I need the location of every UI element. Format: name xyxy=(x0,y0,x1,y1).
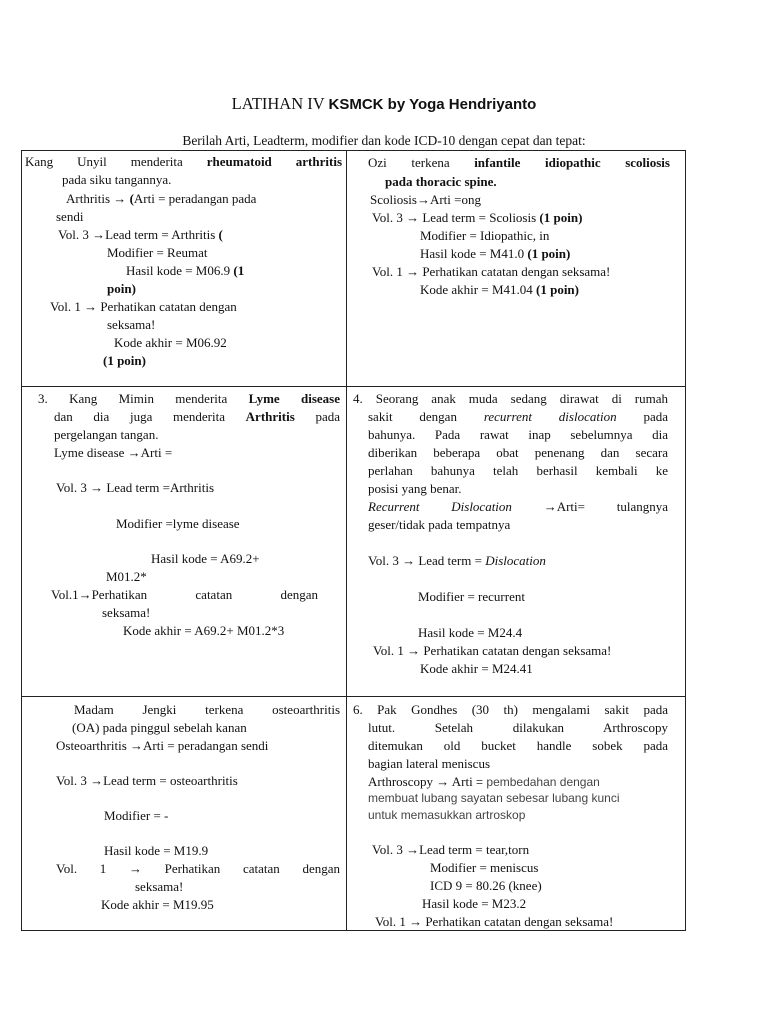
q1-line: sendi xyxy=(56,209,84,224)
q3-line: Kode akhir = A69.2+ M01.2*3 xyxy=(123,623,285,638)
q5-line: Madam Jengki terkena osteoarthritis xyxy=(74,702,340,717)
q5-line: (OA) pada pinggul sebelah kanan xyxy=(72,720,247,735)
q2-line: Modifier = Idiopathic, in xyxy=(420,228,550,243)
q4-line: Modifier = recurrent xyxy=(418,589,525,604)
q4-line: geser/tidak pada tempatnya xyxy=(368,517,511,532)
q3-line: 3. Kang Mimin menderita Lyme disease xyxy=(38,391,340,406)
q1-line: Kang Unyil menderita rheumatoid arthritis xyxy=(25,154,342,169)
q2-line: Ozi terkena infantile idiopathic scoliosis xyxy=(368,155,670,170)
q1-line: seksama! xyxy=(107,317,156,332)
q4-line: sakit dengan recurrent dislocation pada xyxy=(368,409,668,424)
question-3-cell xyxy=(22,387,347,697)
q4-line: diberikan beberapa obat penenang dan secara xyxy=(368,445,668,460)
q6-line: Hasil kode = M23.2 xyxy=(422,896,527,911)
instructions: Berilah Arti, Leadterm, modifier dan kode ICD-10 dengan cepat dan tepat: xyxy=(182,133,586,148)
q6-line: Vol. 1 → Perhatikan catatan dengan seksama! xyxy=(375,914,614,929)
exercise-table xyxy=(21,150,686,931)
q3-line: Lyme disease →Arti = xyxy=(54,445,173,460)
question-5-cell xyxy=(22,697,347,931)
q2-line: Kode akhir = M41.04 (1 poin) xyxy=(420,282,579,297)
q4-line: bahunya. Pada rawat inap sebelumnya dia xyxy=(368,427,668,442)
q1-line: Vol. 3 →Lead term = Arthritis ( xyxy=(58,227,223,242)
q1-line: Modifier = Reumat xyxy=(107,245,208,260)
q5-line: Modifier = - xyxy=(104,808,169,823)
q4-line: 4. Seorang anak muda sedang dirawat di rumah xyxy=(353,391,668,406)
q3-line: pergelangan tangan. xyxy=(54,427,159,442)
q1-line: (1 poin) xyxy=(103,353,146,368)
q1-line: pada siku tangannya. xyxy=(62,172,172,187)
q5-line: Vol. 3 →Lead term = osteoarthritis xyxy=(56,773,238,788)
q3-line: dan dia juga menderita Arthritis pada xyxy=(54,409,340,424)
q5-line: Kode akhir = M19.95 xyxy=(101,897,214,912)
q6-line: ditemukan old bucket handle sobek pada xyxy=(368,738,668,753)
q6-line: Arthroscopy → Arti = pembedahan dengan xyxy=(368,774,600,789)
title-author: KSMCK by Yoga Hendriyanto xyxy=(328,96,537,113)
q2-line: pada thoracic spine. xyxy=(385,174,497,189)
q4-line: Hasil kode = M24.4 xyxy=(418,625,523,640)
q6-line: bagian lateral meniscus xyxy=(368,756,491,771)
q3-line: Vol. 3 → Lead term =Arthritis xyxy=(56,480,215,495)
q3-line: Modifier =lyme disease xyxy=(116,516,240,531)
question-6-cell xyxy=(347,697,686,931)
q4-line: Recurrent Dislocation →Arti= tulangnya xyxy=(368,499,668,514)
q1-line: Vol. 1 → Perhatikan catatan dengan xyxy=(50,299,237,314)
q5-line: seksama! xyxy=(135,879,184,894)
q3-line: seksama! xyxy=(102,605,151,620)
q1-line: Arthritis → (Arti = peradangan pada xyxy=(66,191,257,206)
q6-line: Vol. 3 →Lead term = tear,torn xyxy=(372,842,530,857)
question-2-cell xyxy=(347,151,686,387)
q1-line: Hasil kode = M06.9 (1 xyxy=(126,263,245,278)
q1-line: poin) xyxy=(107,281,136,296)
q5-line: Osteoarthritis →Arti = peradangan sendi xyxy=(56,738,269,753)
q2-line: Hasil kode = M41.0 (1 poin) xyxy=(420,246,571,261)
q3-line: Vol.1→Perhatikan catatan dengan xyxy=(51,587,318,602)
q2-line: Vol. 3 → Lead term = Scoliosis (1 poin) xyxy=(372,210,583,225)
q4-line: Kode akhir = M24.41 xyxy=(420,661,533,676)
q6-line: 6. Pak Gondhes (30 th) mengalami sakit pada xyxy=(353,702,668,717)
q2-line: Vol. 1 → Perhatikan catatan dengan seksama! xyxy=(372,264,611,279)
q3-line: Hasil kode = A69.2+ xyxy=(151,551,260,566)
q4-line: Vol. 3 → Lead term = Dislocation xyxy=(368,553,546,568)
q4-line: Vol. 1 → Perhatikan catatan dengan seksama! xyxy=(373,643,612,658)
q6-line: ICD 9 = 80.26 (knee) xyxy=(430,878,542,893)
q4-line: posisi yang benar. xyxy=(368,481,462,496)
q5-line: Hasil kode = M19.9 xyxy=(104,843,209,858)
question-4-cell xyxy=(347,387,686,697)
question-1-cell xyxy=(22,151,347,387)
q6-line: untuk memasukkan artroskop xyxy=(368,808,526,822)
title-prefix: LATIHAN IV xyxy=(231,94,329,113)
q3-line: M01.2* xyxy=(106,569,147,584)
page-title xyxy=(0,94,768,114)
q1-line: Kode akhir = M06.92 xyxy=(114,335,227,350)
q2-line: Scoliosis→Arti =ong xyxy=(370,192,481,207)
q6-line: lutut. Setelah dilakukan Arthroscopy xyxy=(368,720,668,735)
q4-line: perlahan bahunya telah berhasil kembali ke xyxy=(368,463,668,478)
q6-line: Modifier = meniscus xyxy=(430,860,539,875)
q6-line: membuat lubang sayatan sebesar lubang kunci xyxy=(368,791,620,805)
q5-line: Vol. 1 → Perhatikan catatan dengan xyxy=(56,861,340,876)
